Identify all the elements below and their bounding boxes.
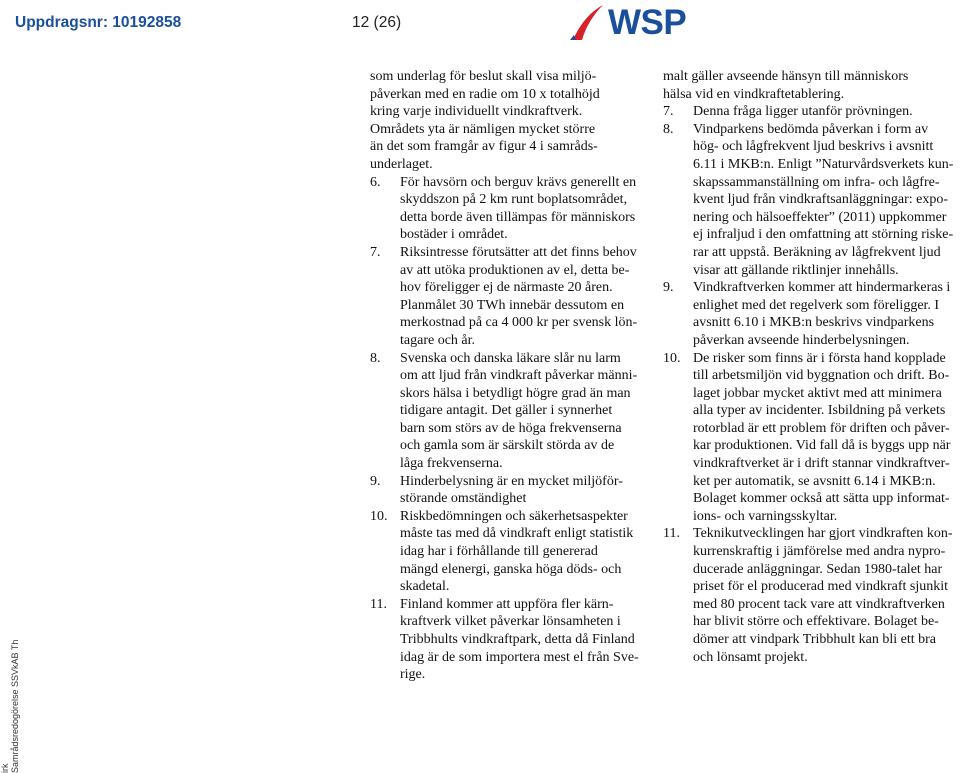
list-item-line: måste tas med då vindkraft enligt statistik: [400, 526, 634, 542]
list-item-number: 8.: [370, 350, 381, 366]
list-item-line: merkostnad på ca 4 000 kr per svensk lön-: [400, 315, 638, 331]
list-item-line: Riskbedömningen och säkerhetsaspekter: [400, 508, 628, 524]
list-item-line: visar att gällande riktlinjer innehålls.: [693, 262, 899, 278]
list-item: [663, 350, 951, 526]
paragraph-line: än det som framgår av figur 4 i samråds-: [370, 139, 598, 155]
list-item: [370, 473, 632, 508]
list-item-text: [693, 350, 950, 526]
list-item-line: kraftverk vilket påverkar lönsamheten i: [400, 614, 621, 630]
list-item-line: kar produktionen. Vid fall då is byggs upp när: [693, 438, 951, 454]
list-item-line: rotorblad är ett problem för driften och påver-: [693, 420, 950, 436]
paragraph-line: malt gäller avseende hänsyn till människors: [663, 69, 909, 84]
list-item-line: tidigare antagit. Det gäller i synnerhet: [400, 403, 613, 419]
list-item-line: idag är de som importera mest el från Sve-: [400, 649, 639, 665]
left-column: [370, 68, 639, 684]
paragraph-line: hälsa vid en vindkraftetablering.: [663, 86, 845, 102]
list-item-text: [693, 525, 953, 666]
list-item-line: detta borde även tillämpas för människors: [400, 209, 636, 225]
paragraph-line: som underlag för beslut skall visa miljö-: [370, 69, 597, 84]
list-item-number: 7.: [370, 244, 381, 260]
logo-text: WSP: [608, 2, 687, 42]
project-number: Uppdragsnr: 10192858: [15, 14, 182, 31]
list-item-line: till arbetsmiljön vid byggnation och drift. Bo-: [693, 368, 950, 384]
list-item-line: Teknikutvecklingen har gjort vindkraften kon-: [693, 526, 953, 542]
list-item-line: Tribbhults vindkraftpark, detta då Finland: [400, 632, 635, 647]
list-item-line: 6.11 i MKB:n. Enligt ”Naturvårdsverkets kun-: [693, 156, 954, 172]
list-item-line: bostäder i området.: [400, 227, 508, 243]
list-item-line: barn som störs av de höga frekvenserna: [400, 420, 622, 436]
list-item-line: avsnitt 6.10 i MKB:n beskrivs vindparkens: [693, 315, 935, 331]
list-item-text: [693, 103, 913, 121]
list-item-line: De risker som finns är i första hand kopplade: [693, 350, 946, 366]
list-item-text: [400, 596, 639, 684]
paragraph-line: kring varje individuellt vindkraftverk.: [370, 104, 583, 120]
list-item-line: och lönsamt projekt.: [693, 649, 808, 665]
list-item-line: laget jobbar mycket aktivt med att minimera: [693, 385, 942, 401]
list-item: [663, 525, 953, 666]
list-item: [663, 279, 951, 349]
list-item-line: av att utöka produktionen av el, detta be-: [400, 262, 630, 278]
list-item-line: enlighet med det regelverk som föreligger. I: [693, 297, 940, 313]
list-item-line: kurrenskraftig i jämförelse med andra nypro-: [693, 544, 946, 560]
list-item-line: Denna fråga ligger utanför prövningen.: [693, 104, 913, 120]
list-item-line: låga frekvenserna.: [400, 456, 503, 472]
list-item-number: 11.: [663, 526, 680, 542]
list-item-line: Vindkraftverken kommer att hindermarkeras i: [693, 280, 951, 296]
list-item-text: [400, 244, 637, 350]
list-item-line: och gamla som är särskilt störda av de: [400, 438, 615, 454]
list-item-line: ket per automatik, se avsnitt 6.14 i MKB:n.: [693, 473, 936, 489]
list-item-line: För havsörn och berguv krävs generellt en: [400, 174, 637, 190]
list-item-line: Svenska och danska läkare slår nu larm: [400, 350, 621, 366]
logo-swoosh-icon: [570, 2, 606, 42]
list-item-text: [400, 473, 623, 508]
list-item-number: 9.: [663, 280, 674, 296]
list-item-line: Bolaget kommer också att sätta upp informat-: [693, 491, 950, 507]
list-item-line: dömer att vindpark Tribbhult kan bli ett bra: [693, 632, 937, 647]
list-item-number: 9.: [370, 473, 381, 489]
list-item-line: om att ljud från vindkraft påverkar männi-: [400, 368, 638, 384]
list-item-number: 8.: [663, 121, 674, 137]
list-item: [663, 103, 945, 121]
list-item: [370, 244, 638, 350]
list-item-line: tagare och år.: [400, 332, 476, 348]
side-footer-text: [0, 640, 20, 773]
page-number: 12 (26): [352, 14, 402, 31]
list-item-number: 11.: [370, 596, 387, 612]
list-item-text: [400, 508, 633, 596]
list-item-number: 10.: [663, 350, 681, 366]
paragraph-line: underlaget.: [370, 156, 433, 172]
list-item-line: priset för el producerad med vindkraft sjunkit: [693, 579, 949, 595]
list-item-line: idag har i förhållande till genererad: [400, 544, 598, 560]
list-item-text: [693, 121, 953, 279]
list-item-number: 10.: [370, 508, 388, 524]
list-item: [370, 596, 639, 684]
list-item-line: ej infraljud i den omfattning att störning riske-: [693, 227, 954, 243]
list-item-line: ions- och varningsskyltar.: [693, 508, 838, 524]
side-text-line: irk: [0, 763, 10, 773]
list-item: [663, 121, 954, 279]
list-item-line: Finland kommer att uppföra fler kärn-: [400, 596, 614, 612]
paragraph-line: Områdets yta är nämligen mycket större: [370, 121, 596, 137]
list-item-text: [693, 279, 950, 349]
list-item-line: rige.: [400, 667, 426, 683]
list-item-line: vindkraftverket är i drift stannar vindkraftver-: [693, 456, 950, 472]
list-item-line: kvent ljud från vindkraftsanläggningar: expo-: [693, 192, 949, 208]
list-item-line: alla typer av incidenter. Isbildning på verkets: [693, 403, 946, 419]
list-item: [370, 174, 637, 244]
list-item-line: hög- och lågfrekvent ljud beskrivs i avsnitt: [693, 139, 934, 155]
wsp-logo: [570, 0, 710, 44]
side-text-line: Samrådsredogörelse SSVkAB Th: [10, 639, 20, 773]
list-item-number: 6.: [370, 174, 381, 190]
paragraph-line: påverkan med en radie om 10 x totalhöjd: [370, 86, 600, 102]
list-item: [370, 508, 632, 596]
list-item-line: har blivit större och effektivare. Bolaget be-: [693, 614, 939, 630]
list-item-line: skapssammanställning om infra- och lågfre-: [693, 174, 940, 190]
list-item-line: med 80 procent tack vare att vindkraftverken: [693, 596, 945, 612]
list-item-line: rar att uppstå. Beräkning av lågfrekvent ljud: [693, 244, 941, 260]
list-item-line: nering och hälsoeffekter” (2011) uppkommer: [693, 209, 947, 225]
right-column: [663, 68, 954, 666]
list-item-line: hov föreligger ej de närmaste 20 åren.: [400, 280, 613, 296]
list-item-text: [400, 350, 637, 473]
list-item-line: skyddszon på 2 km runt boplatsområdet,: [400, 192, 628, 208]
list-item-text: [400, 174, 636, 244]
list-item-line: ducerade anläggningar. Sedan 1980-talet har: [693, 561, 943, 577]
list-item-line: skadetal.: [400, 579, 450, 595]
list-item-line: skors hälsa i betydligt högre grad än man: [400, 385, 631, 401]
list-item-line: påverkan avseende hinderbelysningen.: [693, 332, 910, 348]
list-item-line: mängd elenergi, ganska höga döds- och: [400, 561, 622, 577]
list-item-line: Vindparkens bedömda påverkan i form av: [693, 121, 929, 137]
list-item-number: 7.: [663, 104, 674, 120]
list-item-line: störande omständighet: [400, 491, 527, 507]
list-item-line: Riksintresse förutsätter att det finns behov: [400, 244, 637, 260]
list-item: [370, 350, 638, 473]
list-item-line: Hinderbelysning är en mycket miljöför-: [400, 473, 623, 489]
list-item-line: Planmålet 30 TWh innebär dessutom en: [400, 297, 625, 313]
